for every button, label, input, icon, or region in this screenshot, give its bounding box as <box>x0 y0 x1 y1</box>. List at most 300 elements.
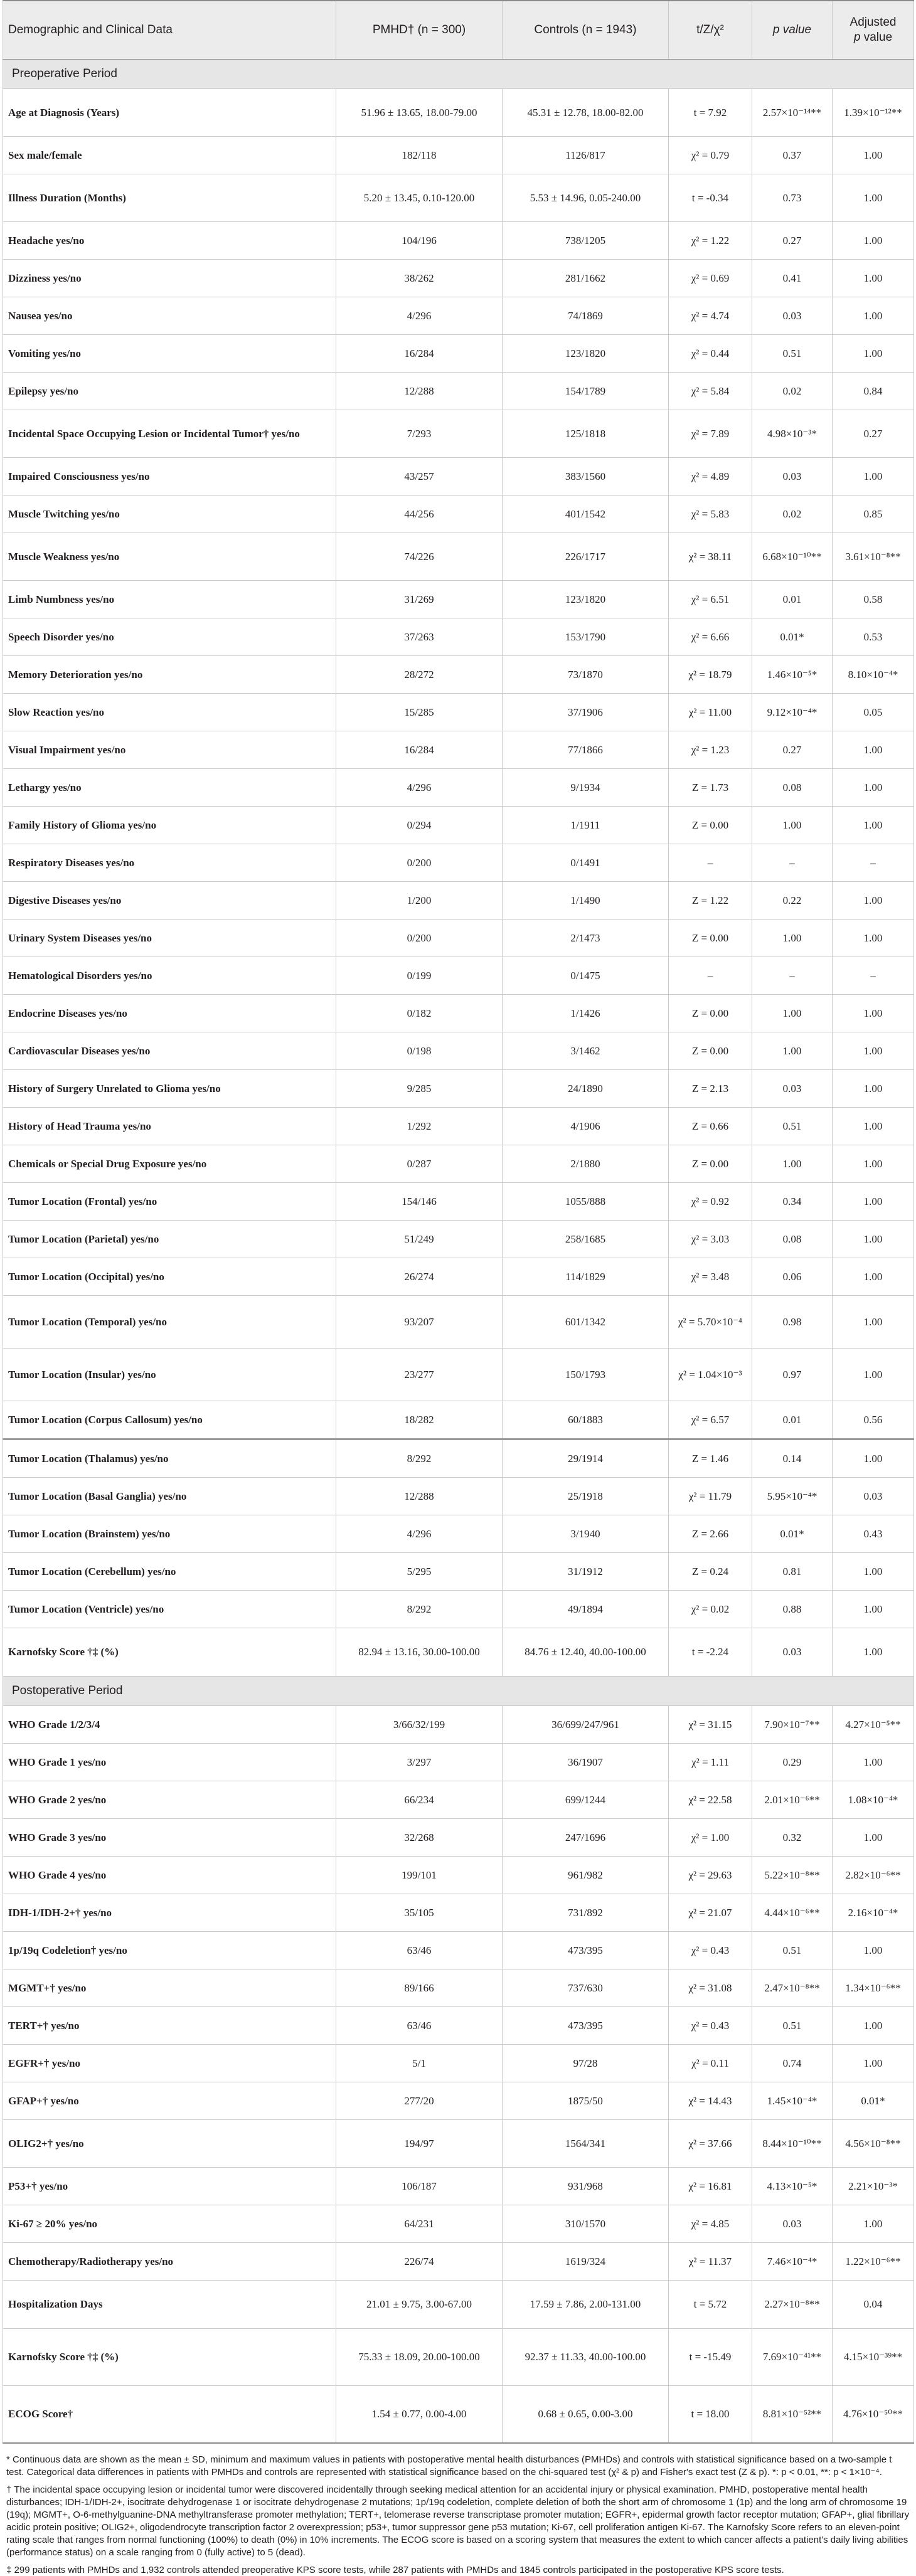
row-label: Muscle Twitching yes/no <box>3 496 336 533</box>
pmhd-value: 7/293 <box>336 410 503 458</box>
header-adjusted-p: p <box>854 31 861 44</box>
controls-value: 97/28 <box>503 2045 669 2082</box>
p-value: 1.46×10⁻⁵* <box>752 656 833 694</box>
p-value: 0.01 <box>752 581 833 618</box>
section-title: Postoperative Period <box>3 1677 914 1706</box>
controls-value: 84.76 ± 12.40, 40.00-100.00 <box>503 1628 669 1677</box>
test-statistic: χ² = 4.85 <box>669 2205 752 2243</box>
p-value: 0.08 <box>752 769 833 807</box>
row-label: Tumor Location (Cerebellum) yes/no <box>3 1553 336 1591</box>
test-statistic: Z = 1.22 <box>669 882 752 920</box>
table-row <box>3 1401 914 1439</box>
test-statistic: Z = 0.00 <box>669 1032 752 1070</box>
p-value: 0.88 <box>752 1591 833 1628</box>
adjusted-p-value: 1.00 <box>833 1145 914 1183</box>
controls-value: 3/1940 <box>503 1515 669 1553</box>
test-statistic: χ² = 37.66 <box>669 2120 752 2168</box>
row-label: Chemicals or Special Drug Exposure yes/no <box>3 1145 336 1183</box>
pmhd-value: 44/256 <box>336 496 503 533</box>
row-label: IDH-1/IDH-2+† yes/no <box>3 1894 336 1932</box>
table-row <box>3 1296 914 1349</box>
adjusted-p-value: 1.39×10⁻¹²** <box>833 89 914 137</box>
controls-value: 0/1491 <box>503 844 669 882</box>
pmhd-value: 3/297 <box>336 1744 503 1781</box>
table-row <box>3 1221 914 1258</box>
table-row <box>3 995 914 1032</box>
test-statistic: χ² = 29.63 <box>669 1857 752 1894</box>
controls-value: 0/1475 <box>503 957 669 995</box>
p-value: 0.32 <box>752 1819 833 1857</box>
adjusted-p-value: 0.05 <box>833 694 914 731</box>
test-statistic: t = -0.34 <box>669 174 752 222</box>
table-row <box>3 2168 914 2205</box>
controls-value: 123/1820 <box>503 335 669 373</box>
table-row <box>3 1515 914 1553</box>
pmhd-value: 5/295 <box>336 1553 503 1591</box>
controls-value: 5.53 ± 14.96, 0.05-240.00 <box>503 174 669 222</box>
row-label: Tumor Location (Thalamus) yes/no <box>3 1439 336 1478</box>
row-label: Tumor Location (Occipital) yes/no <box>3 1258 336 1296</box>
p-value: 0.37 <box>752 137 833 174</box>
p-value: 0.03 <box>752 1070 833 1108</box>
controls-value: 37/1906 <box>503 694 669 731</box>
test-statistic: Z = 2.66 <box>669 1515 752 1553</box>
table-row <box>3 1183 914 1221</box>
controls-value: 310/1570 <box>503 2205 669 2243</box>
p-value: 4.98×10⁻³* <box>752 410 833 458</box>
controls-value: 25/1918 <box>503 1478 669 1515</box>
row-label: Tumor Location (Brainstem) yes/no <box>3 1515 336 1553</box>
test-statistic: χ² = 7.89 <box>669 410 752 458</box>
table-row <box>3 807 914 844</box>
table-row <box>3 1478 914 1515</box>
adjusted-p-value: 2.82×10⁻⁶** <box>833 1857 914 1894</box>
table-body <box>3 60 914 2444</box>
pmhd-value: 93/207 <box>336 1296 503 1349</box>
controls-value: 961/982 <box>503 1857 669 1894</box>
p-value: 0.29 <box>752 1744 833 1781</box>
row-label: Karnofsky Score †‡ (%) <box>3 1628 336 1677</box>
pmhd-value: 1/292 <box>336 1108 503 1145</box>
pmhd-value: 18/282 <box>336 1401 503 1439</box>
row-label: Tumor Location (Parietal) yes/no <box>3 1221 336 1258</box>
p-value: 1.45×10⁻⁴* <box>752 2082 833 2120</box>
adjusted-p-value: 4.27×10⁻⁵** <box>833 1706 914 1744</box>
pmhd-value: 21.01 ± 9.75, 3.00-67.00 <box>336 2281 503 2329</box>
table-row <box>3 1744 914 1781</box>
table-row <box>3 1894 914 1932</box>
row-label: OLIG2+† yes/no <box>3 2120 336 2168</box>
p-value: 2.27×10⁻⁸** <box>752 2281 833 2329</box>
row-label: WHO Grade 2 yes/no <box>3 1781 336 1819</box>
adjusted-p-value: 4.56×10⁻⁸** <box>833 2120 914 2168</box>
row-label: Illness Duration (Months) <box>3 174 336 222</box>
p-value: 8.44×10⁻¹⁰** <box>752 2120 833 2168</box>
pmhd-value: 3/66/32/199 <box>336 1706 503 1744</box>
pmhd-value: 0/287 <box>336 1145 503 1183</box>
controls-value: 150/1793 <box>503 1349 669 1401</box>
adjusted-p-value: 1.00 <box>833 1296 914 1349</box>
p-value: 0.03 <box>752 2205 833 2243</box>
test-statistic: t = -2.24 <box>669 1628 752 1677</box>
pmhd-value: 64/231 <box>336 2205 503 2243</box>
pmhd-value: 28/272 <box>336 656 503 694</box>
pmhd-value: 182/118 <box>336 137 503 174</box>
adjusted-p-value: 0.53 <box>833 618 914 656</box>
row-label: Endocrine Diseases yes/no <box>3 995 336 1032</box>
row-label: History of Surgery Unrelated to Glioma yes/no <box>3 1070 336 1108</box>
test-statistic: χ² = 6.57 <box>669 1401 752 1439</box>
pmhd-value: 23/277 <box>336 1349 503 1401</box>
pmhd-value: 16/284 <box>336 335 503 373</box>
p-value: 1.00 <box>752 1032 833 1070</box>
adjusted-p-value: 1.00 <box>833 1553 914 1591</box>
pmhd-value: 26/274 <box>336 1258 503 1296</box>
adjusted-p-value: 1.00 <box>833 1032 914 1070</box>
controls-value: 699/1244 <box>503 1781 669 1819</box>
test-statistic: χ² = 21.07 <box>669 1894 752 1932</box>
test-statistic: t = 7.92 <box>669 89 752 137</box>
table-row <box>3 1070 914 1108</box>
p-value: 0.73 <box>752 174 833 222</box>
table-row <box>3 769 914 807</box>
table-row <box>3 174 914 222</box>
p-value: 2.01×10⁻⁶** <box>752 1781 833 1819</box>
test-statistic: χ² = 31.08 <box>669 1969 752 2007</box>
test-statistic: Z = 2.13 <box>669 1070 752 1108</box>
row-label: Memory Deterioration yes/no <box>3 656 336 694</box>
controls-value: 153/1790 <box>503 618 669 656</box>
adjusted-p-value: 1.00 <box>833 137 914 174</box>
row-label: Cardiovascular Diseases yes/no <box>3 1032 336 1070</box>
header-pmhd: PMHD† (n = 300) <box>336 1 503 60</box>
table-row <box>3 731 914 769</box>
adjusted-p-value: 4.15×10⁻³⁹** <box>833 2329 914 2386</box>
test-statistic: χ² = 1.11 <box>669 1744 752 1781</box>
test-statistic: χ² = 1.04×10⁻³ <box>669 1349 752 1401</box>
p-value: 0.81 <box>752 1553 833 1591</box>
table-row <box>3 1969 914 2007</box>
table-row <box>3 957 914 995</box>
table-row <box>3 1553 914 1591</box>
row-label: WHO Grade 3 yes/no <box>3 1819 336 1857</box>
table-row <box>3 2120 914 2168</box>
pmhd-value: 0/200 <box>336 920 503 957</box>
test-statistic: Z = 0.00 <box>669 1145 752 1183</box>
pmhd-value: 194/97 <box>336 2120 503 2168</box>
test-statistic: Z = 0.24 <box>669 1553 752 1591</box>
adjusted-p-value: 1.00 <box>833 769 914 807</box>
table-row <box>3 533 914 581</box>
table-row <box>3 618 914 656</box>
test-statistic: χ² = 6.66 <box>669 618 752 656</box>
table-row <box>3 89 914 137</box>
adjusted-p-value: 1.00 <box>833 1349 914 1401</box>
adjusted-p-value: 0.27 <box>833 410 914 458</box>
pmhd-value: 8/292 <box>336 1591 503 1628</box>
controls-value: 125/1818 <box>503 410 669 458</box>
adjusted-p-value: 1.00 <box>833 1183 914 1221</box>
row-label: ECOG Score† <box>3 2386 336 2444</box>
adjusted-p-value: 4.76×10⁻⁵⁰** <box>833 2386 914 2444</box>
pmhd-value: 5/1 <box>336 2045 503 2082</box>
p-value: 0.51 <box>752 1932 833 1969</box>
controls-value: 36/1907 <box>503 1744 669 1781</box>
test-statistic: χ² = 0.69 <box>669 260 752 297</box>
p-value: 7.90×10⁻⁷** <box>752 1706 833 1744</box>
adjusted-p-value: 1.00 <box>833 1221 914 1258</box>
p-value: 1.00 <box>752 807 833 844</box>
test-statistic: χ² = 6.51 <box>669 581 752 618</box>
adjusted-p-value: 0.03 <box>833 1478 914 1515</box>
section-header <box>3 1677 914 1706</box>
row-label: Tumor Location (Temporal) yes/no <box>3 1296 336 1349</box>
pmhd-value: 277/20 <box>336 2082 503 2120</box>
controls-value: 9/1934 <box>503 769 669 807</box>
pmhd-value: 0/200 <box>336 844 503 882</box>
p-value: 6.68×10⁻¹⁰** <box>752 533 833 581</box>
test-statistic: χ² = 0.11 <box>669 2045 752 2082</box>
test-statistic: χ² = 4.89 <box>669 458 752 496</box>
p-value: 7.69×10⁻⁴¹** <box>752 2329 833 2386</box>
row-label: Karnofsky Score †‡ (%) <box>3 2329 336 2386</box>
adjusted-p-value: 1.00 <box>833 1628 914 1677</box>
pmhd-value: 63/46 <box>336 1932 503 1969</box>
test-statistic: χ² = 1.00 <box>669 1819 752 1857</box>
adjusted-p-value: 1.00 <box>833 920 914 957</box>
section-header <box>3 60 914 89</box>
table-row <box>3 410 914 458</box>
controls-value: 473/395 <box>503 2007 669 2045</box>
row-label: Dizziness yes/no <box>3 260 336 297</box>
controls-value: 154/1789 <box>503 373 669 410</box>
pmhd-value: 75.33 ± 18.09, 20.00-100.00 <box>336 2329 503 2386</box>
test-statistic: χ² = 38.11 <box>669 533 752 581</box>
p-value: 0.14 <box>752 1439 833 1478</box>
controls-value: 36/699/247/961 <box>503 1706 669 1744</box>
controls-value: 74/1869 <box>503 297 669 335</box>
table-row <box>3 2386 914 2444</box>
test-statistic: χ² = 1.23 <box>669 731 752 769</box>
p-value: – <box>752 844 833 882</box>
row-label: Hematological Disorders yes/no <box>3 957 336 995</box>
table-row <box>3 1108 914 1145</box>
controls-value: 1619/324 <box>503 2243 669 2281</box>
p-value: 0.08 <box>752 1221 833 1258</box>
pmhd-value: 154/146 <box>336 1183 503 1221</box>
table-row <box>3 1258 914 1296</box>
header-adjusted-p-value <box>833 1 914 60</box>
table-row <box>3 1819 914 1857</box>
table-row <box>3 1145 914 1183</box>
test-statistic: χ² = 0.43 <box>669 1932 752 1969</box>
p-value: 0.27 <box>752 731 833 769</box>
footnote: * Continuous data are shown as the mean ± SD, minimum and maximum values in patients with postoperative mental health disturbances (PMHDs) and controls with statistical significance based on a two-sample t test. Categorical data differences in patients with PMHDs and controls are represented with statistical significance based on the chi-squared test (χ² & p) and Fisher's exact test (Z & p). *: p < 0.01, **: p < 1×10⁻⁴. <box>6 2454 910 2479</box>
p-value: 1.00 <box>752 995 833 1032</box>
test-statistic: χ² = 11.00 <box>669 694 752 731</box>
adjusted-p-value: 1.00 <box>833 1439 914 1478</box>
p-value: 8.81×10⁻⁵²** <box>752 2386 833 2444</box>
p-value: 1.00 <box>752 920 833 957</box>
table-row <box>3 1439 914 1478</box>
pmhd-value: 37/263 <box>336 618 503 656</box>
pmhd-value: 0/198 <box>336 1032 503 1070</box>
controls-value: 114/1829 <box>503 1258 669 1296</box>
row-label: Muscle Weakness yes/no <box>3 533 336 581</box>
test-statistic: χ² = 1.22 <box>669 222 752 260</box>
row-label: WHO Grade 4 yes/no <box>3 1857 336 1894</box>
test-statistic: χ² = 3.48 <box>669 1258 752 1296</box>
test-statistic: Z = 0.00 <box>669 995 752 1032</box>
table-row <box>3 920 914 957</box>
table-row <box>3 2281 914 2329</box>
table-row <box>3 882 914 920</box>
row-label: Sex male/female <box>3 137 336 174</box>
test-statistic: χ² = 0.79 <box>669 137 752 174</box>
row-label: Tumor Location (Ventricle) yes/no <box>3 1591 336 1628</box>
header-row <box>3 1 914 60</box>
pmhd-value: 63/46 <box>336 2007 503 2045</box>
test-statistic: χ² = 14.43 <box>669 2082 752 2120</box>
table-row <box>3 260 914 297</box>
p-value: 2.57×10⁻¹⁴** <box>752 89 833 137</box>
adjusted-p-value: 1.00 <box>833 2045 914 2082</box>
controls-value: 77/1866 <box>503 731 669 769</box>
controls-value: 31/1912 <box>503 1553 669 1591</box>
pmhd-value: 12/288 <box>336 373 503 410</box>
adjusted-p-value: 1.00 <box>833 1258 914 1296</box>
controls-value: 0.68 ± 0.65, 0.00-3.00 <box>503 2386 669 2444</box>
controls-value: 737/630 <box>503 1969 669 2007</box>
footnote: ‡ 299 patients with PMHDs and 1,932 controls attended preoperative KPS score tests, while 287 patients with PMHDs and 1845 controls participated in the postoperative KPS score tests. <box>6 2564 910 2576</box>
test-statistic: χ² = 0.44 <box>669 335 752 373</box>
p-value: 0.74 <box>752 2045 833 2082</box>
row-label: Impaired Consciousness yes/no <box>3 458 336 496</box>
p-value: 7.46×10⁻⁴* <box>752 2243 833 2281</box>
adjusted-p-value: 8.10×10⁻⁴* <box>833 656 914 694</box>
pmhd-value: 5.20 ± 13.45, 0.10-120.00 <box>336 174 503 222</box>
row-label: TERT+† yes/no <box>3 2007 336 2045</box>
table-row <box>3 656 914 694</box>
row-label: Age at Diagnosis (Years) <box>3 89 336 137</box>
controls-value: 60/1883 <box>503 1401 669 1439</box>
table-row <box>3 1781 914 1819</box>
adjusted-p-value: – <box>833 957 914 995</box>
p-value: 0.02 <box>752 373 833 410</box>
row-label: Tumor Location (Insular) yes/no <box>3 1349 336 1401</box>
data-table <box>3 0 914 2444</box>
test-statistic: Z = 1.73 <box>669 769 752 807</box>
p-value: 0.51 <box>752 1108 833 1145</box>
row-label: Vomiting yes/no <box>3 335 336 373</box>
controls-value: 17.59 ± 7.86, 2.00-131.00 <box>503 2281 669 2329</box>
p-value: 0.03 <box>752 458 833 496</box>
test-statistic: Z = 0.66 <box>669 1108 752 1145</box>
controls-value: 1055/888 <box>503 1183 669 1221</box>
controls-value: 258/1685 <box>503 1221 669 1258</box>
pmhd-value: 16/284 <box>336 731 503 769</box>
table-row <box>3 581 914 618</box>
row-label: 1p/19q Codeletion† yes/no <box>3 1932 336 1969</box>
test-statistic: χ² = 0.92 <box>669 1183 752 1221</box>
p-value: 0.41 <box>752 260 833 297</box>
controls-value: 226/1717 <box>503 533 669 581</box>
controls-value: 92.37 ± 11.33, 40.00-100.00 <box>503 2329 669 2386</box>
adjusted-p-value: 1.00 <box>833 731 914 769</box>
row-label: MGMT+† yes/no <box>3 1969 336 2007</box>
pmhd-value: 35/105 <box>336 1894 503 1932</box>
test-statistic: Z = 0.00 <box>669 807 752 844</box>
p-value: 0.01* <box>752 618 833 656</box>
header-statistic: t/Z/χ² <box>669 1 752 60</box>
p-value: 0.06 <box>752 1258 833 1296</box>
pmhd-value: 226/74 <box>336 2243 503 2281</box>
pmhd-value: 51/249 <box>336 1221 503 1258</box>
table-row <box>3 496 914 533</box>
test-statistic: t = 18.00 <box>669 2386 752 2444</box>
adjusted-p-value: 1.00 <box>833 297 914 335</box>
row-label: Respiratory Diseases yes/no <box>3 844 336 882</box>
row-label: P53+† yes/no <box>3 2168 336 2205</box>
adjusted-p-value: 1.34×10⁻⁶** <box>833 1969 914 2007</box>
p-value: 4.44×10⁻⁶** <box>752 1894 833 1932</box>
pmhd-value: 12/288 <box>336 1478 503 1515</box>
controls-value: 2/1473 <box>503 920 669 957</box>
test-statistic: t = -15.49 <box>669 2329 752 2386</box>
pmhd-value: 0/199 <box>336 957 503 995</box>
row-label: Digestive Diseases yes/no <box>3 882 336 920</box>
controls-value: 1/1426 <box>503 995 669 1032</box>
test-statistic: χ² = 3.03 <box>669 1221 752 1258</box>
p-value: 0.03 <box>752 1628 833 1677</box>
controls-value: 3/1462 <box>503 1032 669 1070</box>
adjusted-p-value: 1.00 <box>833 1744 914 1781</box>
controls-value: 401/1542 <box>503 496 669 533</box>
pmhd-value: 51.96 ± 13.65, 18.00-79.00 <box>336 89 503 137</box>
p-value: 0.51 <box>752 2007 833 2045</box>
adjusted-p-value: 0.04 <box>833 2281 914 2329</box>
pmhd-value: 31/269 <box>336 581 503 618</box>
p-value: 0.34 <box>752 1183 833 1221</box>
pmhd-value: 38/262 <box>336 260 503 297</box>
adjusted-p-value: 3.61×10⁻⁸** <box>833 533 914 581</box>
header-controls: Controls (n = 1943) <box>503 1 669 60</box>
controls-value: 1564/341 <box>503 2120 669 2168</box>
table-row <box>3 2329 914 2386</box>
controls-value: 2/1880 <box>503 1145 669 1183</box>
adjusted-p-value: 1.00 <box>833 458 914 496</box>
p-value: 4.13×10⁻⁵* <box>752 2168 833 2205</box>
header-demographic: Demographic and Clinical Data <box>3 1 336 60</box>
test-statistic: χ² = 11.37 <box>669 2243 752 2281</box>
adjusted-p-value: 1.00 <box>833 222 914 260</box>
table-row <box>3 1628 914 1677</box>
p-value: 1.00 <box>752 1145 833 1183</box>
row-label: WHO Grade 1 yes/no <box>3 1744 336 1781</box>
row-label: Limb Numbness yes/no <box>3 581 336 618</box>
pmhd-value: 89/166 <box>336 1969 503 2007</box>
p-value: 0.01* <box>752 1515 833 1553</box>
table-row <box>3 1349 914 1401</box>
row-label: GFAP+† yes/no <box>3 2082 336 2120</box>
controls-value: 1875/50 <box>503 2082 669 2120</box>
p-value: 9.12×10⁻⁴* <box>752 694 833 731</box>
pmhd-value: 4/296 <box>336 297 503 335</box>
adjusted-p-value: 1.22×10⁻⁶** <box>833 2243 914 2281</box>
controls-value: 601/1342 <box>503 1296 669 1349</box>
controls-value: 738/1205 <box>503 222 669 260</box>
test-statistic: χ² = 16.81 <box>669 2168 752 2205</box>
